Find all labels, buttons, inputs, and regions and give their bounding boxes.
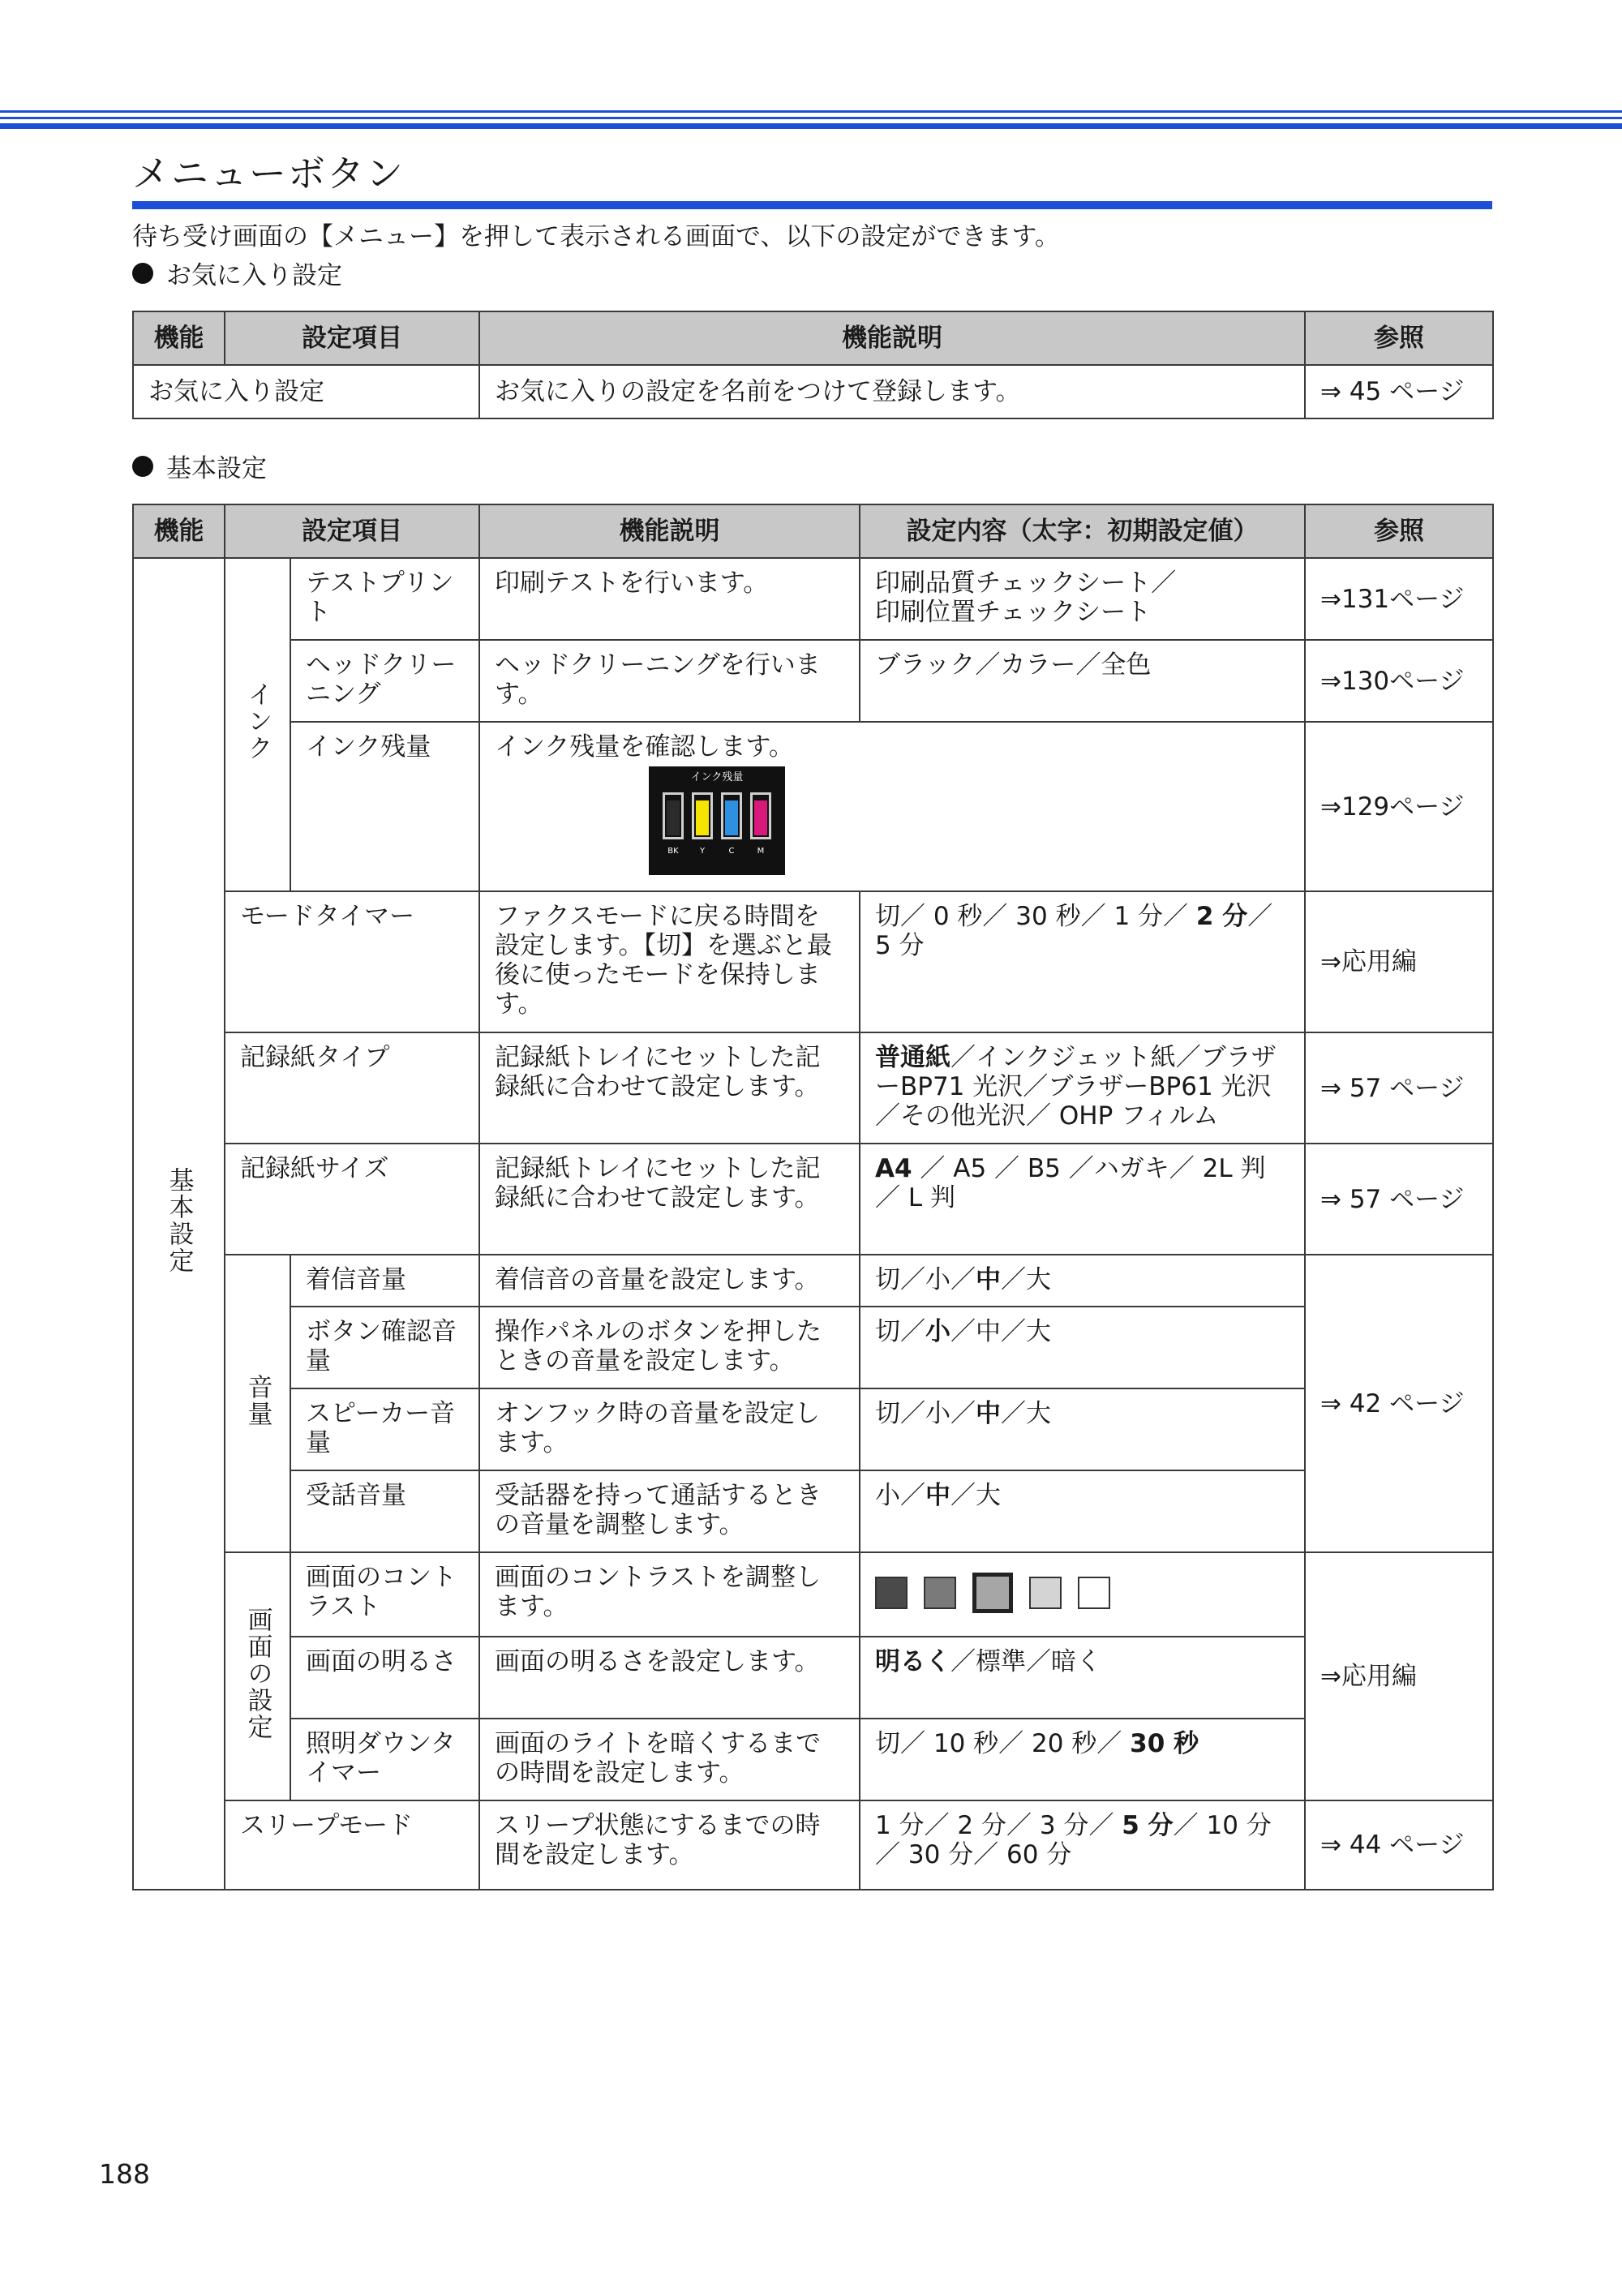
header-rule-thick xyxy=(0,123,1622,129)
ink-level-screen xyxy=(649,766,785,875)
table-header-row xyxy=(133,311,1493,365)
value-text: ／ A5 ／ B5 ／ハガキ／ 2L 判／ L 判 xyxy=(875,1154,1266,1212)
item-paper-type: 記録紙タイプ xyxy=(225,1032,479,1144)
table-row xyxy=(133,722,1493,891)
item-contrast: 画面のコントラスト xyxy=(290,1552,479,1637)
table-row xyxy=(133,1552,1493,1637)
desc-dim-timer: 画面のライトを暗くするまでの時間を設定します。 xyxy=(479,1719,860,1800)
ink-col-m xyxy=(750,792,771,857)
default-value: 小 xyxy=(925,1317,950,1346)
ink-label-bk: BK xyxy=(667,847,679,856)
table-row xyxy=(133,365,1493,418)
contrast-swatch-5 xyxy=(1078,1577,1110,1609)
basic-settings-table xyxy=(132,504,1494,1890)
table-row xyxy=(133,1719,1493,1800)
desc-beep-volume: 操作パネルのボタンを押したときの音量を設定します。 xyxy=(479,1307,860,1388)
values-speaker-volume xyxy=(860,1388,1305,1470)
values-paper-size xyxy=(860,1144,1305,1255)
table-row xyxy=(133,1032,1493,1144)
ink-slot xyxy=(663,792,684,839)
item-speaker-volume: スピーカー音量 xyxy=(290,1388,479,1470)
value-text: ／大 xyxy=(950,1481,1001,1510)
group-volume xyxy=(225,1255,290,1552)
value-text: 切／ 10 秒／ 20 秒／ xyxy=(875,1729,1131,1758)
item-paper-size: 記録紙サイズ xyxy=(225,1144,479,1255)
section-heading-favorites xyxy=(132,255,342,291)
contrast-scale xyxy=(875,1573,1289,1613)
header-ref: 参照 xyxy=(1305,311,1493,365)
table-row xyxy=(133,1637,1493,1719)
desc-contrast: 画面のコントラストを調整します。 xyxy=(479,1552,860,1637)
header-item: 設定項目 xyxy=(225,311,479,365)
section-label: お気に入り設定 xyxy=(166,261,342,290)
ink-fill-bk xyxy=(667,800,680,835)
value-text: ／ 5 分 xyxy=(875,902,1273,960)
header-desc: 機能説明 xyxy=(479,311,1305,365)
item-brightness: 画面の明るさ xyxy=(290,1637,479,1719)
value-text: 切／小／ xyxy=(875,1399,976,1428)
ref-sleep-link[interactable]: ⇒ 44 ページ xyxy=(1305,1800,1493,1890)
table-row xyxy=(133,1255,1493,1307)
section-label: 基本設定 xyxy=(166,454,267,483)
values-mode-timer xyxy=(860,891,1305,1032)
header-func: 機能 xyxy=(133,504,225,558)
header-rule-thin-1 xyxy=(0,110,1622,113)
value-text: ／標準／暗く xyxy=(950,1647,1101,1676)
table-row xyxy=(133,1144,1493,1255)
item-dim-timer: 照明ダウンタイマー xyxy=(290,1719,479,1800)
item-test-print: テストプリント xyxy=(290,558,479,640)
value-text: ／ 10 分／ 30 分／ 60 分 xyxy=(875,1811,1272,1869)
ref-ink-level-link[interactable]: ⇒129ページ xyxy=(1305,722,1493,891)
ref-test-print-link[interactable]: ⇒131ページ xyxy=(1305,558,1493,640)
ink-col-c xyxy=(721,792,742,857)
ink-col-bk xyxy=(663,792,684,857)
value-text: ／大 xyxy=(1001,1399,1051,1428)
desc-paper-size: 記録紙トレイにセットした記録紙に合わせて設定します。 xyxy=(479,1144,860,1255)
desc-paper-type: 記録紙トレイにセットした記録紙に合わせて設定します。 xyxy=(479,1032,860,1144)
section-heading-basic xyxy=(132,448,267,484)
group-basic xyxy=(133,558,225,1890)
table-row xyxy=(133,1470,1493,1552)
value-text: ／中／大 xyxy=(950,1317,1051,1346)
item-sleep: スリープモード xyxy=(225,1800,479,1890)
favorites-item: お気に入り設定 xyxy=(133,365,479,418)
header-ref: 参照 xyxy=(1305,504,1493,558)
ink-level-cell xyxy=(479,722,1305,891)
ink-label-m: M xyxy=(757,847,765,856)
ink-slot xyxy=(750,792,771,839)
values-beep-volume xyxy=(860,1307,1305,1388)
intro-text: 待ち受け画面の【メニュー】を押して表示される画面で、以下の設定ができます。 xyxy=(132,222,1060,251)
default-value: 中 xyxy=(976,1265,1001,1294)
default-value: 2 分 xyxy=(1195,902,1248,931)
ref-screen-link[interactable]: ⇒応用編 xyxy=(1305,1552,1493,1800)
header-item: 設定項目 xyxy=(225,504,479,558)
item-beep-volume: ボタン確認音量 xyxy=(290,1307,479,1388)
desc-head-cleaning: ヘッドクリーニングを行います。 xyxy=(479,640,860,722)
values-ring-volume xyxy=(860,1255,1305,1307)
item-head-cleaning: ヘッドクリーニング xyxy=(290,640,479,722)
values-test-print xyxy=(860,558,1305,640)
favorites-table xyxy=(132,311,1494,419)
values-line: 印刷品質チェックシート／ xyxy=(875,569,1177,598)
ref-head-cleaning-link[interactable]: ⇒130ページ xyxy=(1305,640,1493,722)
group-ink xyxy=(225,558,290,891)
desc-sleep: スリープ状態にするまでの時間を設定します。 xyxy=(479,1800,860,1890)
item-ink-level: インク残量 xyxy=(290,722,479,891)
default-value: 中 xyxy=(976,1399,1001,1428)
table-row xyxy=(133,1800,1493,1890)
ink-fill-c xyxy=(725,800,738,835)
default-value: 5 分 xyxy=(1122,1811,1174,1840)
table-header-row xyxy=(133,504,1493,558)
desc-ring-volume: 着信音の音量を設定します。 xyxy=(479,1255,860,1307)
values-paper-type xyxy=(860,1032,1305,1144)
favorites-ref-link[interactable]: ⇒ 45 ページ xyxy=(1305,365,1493,418)
value-text: 切／ 0 秒／ 30 秒／ 1 分／ xyxy=(875,902,1196,931)
value-text: 切／小／ xyxy=(875,1265,976,1294)
ink-slot xyxy=(692,792,713,839)
item-handset-volume: 受話音量 xyxy=(290,1470,479,1552)
values-line: 印刷位置チェックシート xyxy=(875,598,1152,627)
group-screen xyxy=(225,1552,290,1800)
ink-label-y: Y xyxy=(699,847,706,856)
values-handset-volume xyxy=(860,1470,1305,1552)
group-label-volume: 音量 xyxy=(242,1373,272,1427)
value-text: ／インクジェット紙／ブラザーBP71 光沢／ブラザーBP61 光沢／その他光沢／ OHP フィルム xyxy=(875,1043,1277,1131)
values-head-cleaning: ブラック／カラー／全色 xyxy=(860,640,1305,722)
item-mode-timer: モードタイマー xyxy=(225,891,479,1032)
ink-fill-m xyxy=(754,800,767,835)
default-value: 30 秒 xyxy=(1130,1729,1199,1758)
ref-paper-type-link[interactable]: ⇒ 57 ページ xyxy=(1305,1032,1493,1144)
default-value: 中 xyxy=(925,1481,950,1510)
contrast-swatch-4 xyxy=(1029,1577,1062,1609)
value-text: 1 分／ 2 分／ 3 分／ xyxy=(875,1811,1122,1840)
ink-screen-title: インク残量 xyxy=(690,771,744,783)
values-brightness xyxy=(860,1637,1305,1719)
default-value: 明るく xyxy=(875,1647,950,1676)
table-row xyxy=(133,1388,1493,1470)
desc-handset-volume: 受話器を持って通話するときの音量を調整します。 xyxy=(479,1470,860,1552)
value-text: 切／ xyxy=(875,1317,925,1346)
value-text: ／大 xyxy=(1001,1265,1051,1294)
favorites-desc: お気に入りの設定を名前をつけて登録します。 xyxy=(479,365,1305,418)
contrast-swatch-3 xyxy=(972,1573,1013,1613)
bullet-icon xyxy=(132,263,153,284)
bullet-icon xyxy=(132,456,153,477)
ref-paper-size-link[interactable]: ⇒ 57 ページ xyxy=(1305,1144,1493,1255)
desc-speaker-volume: オンフック時の音量を設定します。 xyxy=(479,1388,860,1470)
group-label-basic: 基本設定 xyxy=(164,1167,194,1274)
ink-bars xyxy=(663,792,771,857)
desc-ink-level: インク残量を確認します。 xyxy=(495,732,794,762)
desc-mode-timer: ファクスモードに戻る時間を設定します。【切】を選ぶと最後に使ったモードを保持します。 xyxy=(479,891,860,1032)
desc-test-print: 印刷テストを行います。 xyxy=(479,558,860,640)
header-rule-thin-2 xyxy=(0,117,1622,119)
table-row xyxy=(133,891,1493,1032)
default-value: A4 xyxy=(875,1154,912,1183)
table-row xyxy=(133,640,1493,722)
ink-col-y xyxy=(692,792,713,857)
default-value: 普通紙 xyxy=(875,1043,950,1072)
ink-slot xyxy=(721,792,742,839)
values-dim-timer xyxy=(860,1719,1305,1800)
group-label-ink: インク xyxy=(242,681,272,762)
group-label-screen: 画面の設定 xyxy=(242,1606,272,1740)
table-row xyxy=(133,558,1493,640)
ref-mode-timer-link[interactable]: ⇒応用編 xyxy=(1305,891,1493,1032)
contrast-swatch-1 xyxy=(875,1577,908,1609)
page-number: 188 xyxy=(99,2158,150,2190)
ref-volume-link[interactable]: ⇒ 42 ページ xyxy=(1305,1255,1493,1552)
header-desc: 機能説明 xyxy=(479,504,860,558)
values-contrast xyxy=(860,1552,1305,1637)
header-values: 設定内容（太字：初期設定値） xyxy=(860,504,1305,558)
header-func: 機能 xyxy=(133,311,225,365)
ink-label-c: C xyxy=(728,847,735,856)
ink-fill-y xyxy=(696,800,709,835)
value-text: 小／ xyxy=(875,1481,925,1510)
desc-brightness: 画面の明るさを設定します。 xyxy=(479,1637,860,1719)
title-underline xyxy=(132,201,1492,209)
contrast-swatch-2 xyxy=(924,1577,956,1609)
page-title: メニューボタン xyxy=(132,152,405,195)
table-row xyxy=(133,1307,1493,1388)
item-ring-volume: 着信音量 xyxy=(290,1255,479,1307)
values-sleep xyxy=(860,1800,1305,1890)
